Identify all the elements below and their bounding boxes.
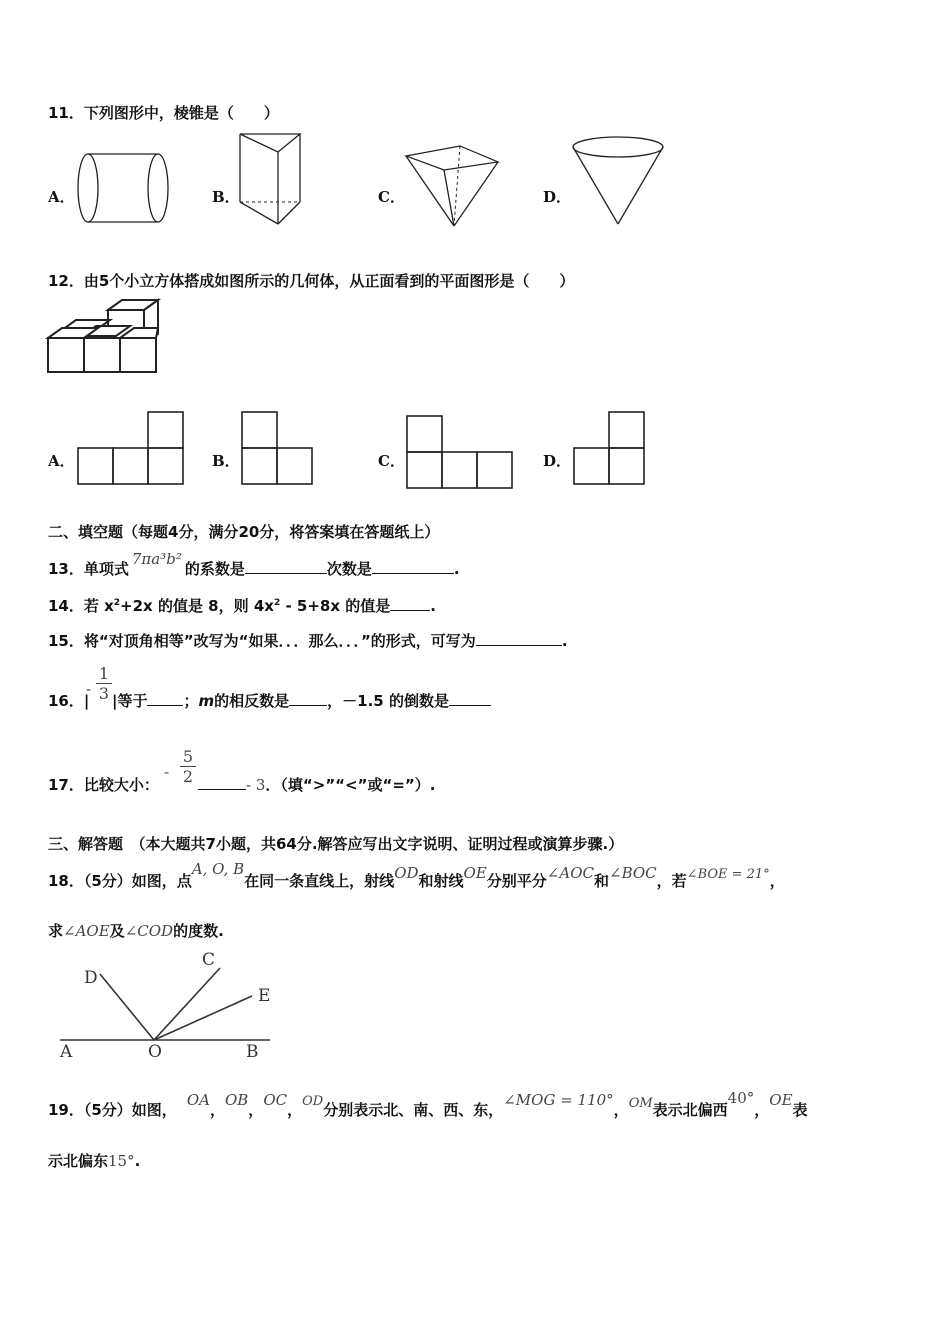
pyramid-icon (402, 142, 502, 232)
q16-blank-1[interactable] (147, 691, 183, 706)
q17-fraction (180, 747, 196, 786)
ray-oe (154, 996, 252, 1040)
q19-line-1 (48, 1089, 808, 1120)
q17-blank[interactable] (198, 775, 246, 790)
q11-option-d-label[interactable]: D． (543, 188, 572, 206)
q12-option-a-label[interactable]: A． (48, 452, 75, 470)
q18-label-b: B (246, 1042, 259, 1062)
q18-line2c: 的度数. (173, 922, 224, 940)
q12-option-c-label[interactable]: C． (378, 452, 405, 470)
q19-t1: 分别表示北、南、西、东， (323, 1101, 504, 1119)
q19-oa: OA (186, 1091, 210, 1109)
q18-prefix: 18．（5分）如图，点 (48, 872, 192, 890)
q19-om: OM (628, 1096, 653, 1111)
q16-mid: 的相反数是 (214, 692, 290, 710)
q18-label-d: D (84, 968, 98, 988)
q19-c5: ， (754, 1101, 770, 1119)
section3-title: 三、解答题 （本大题共7小题，共64分.解答应写出文字说明、证明过程或演算步骤.） (48, 835, 624, 853)
q18-line-2 (48, 920, 224, 941)
q18-t5: ，若 (656, 872, 687, 890)
q11-option-c-label[interactable]: C． (378, 188, 405, 206)
q16-m: m (198, 692, 215, 710)
q16-rest: |等于 ；m的相反数是 ，－1.5 的倒数是 (112, 690, 491, 711)
q13-blank-1[interactable] (245, 559, 327, 574)
q13-end: . (453, 560, 460, 578)
q17-rest (198, 774, 435, 795)
q14-prefix: 14．若 x (48, 597, 114, 615)
q19-line2: 示北偏东 (48, 1152, 109, 1170)
stacked-cubes-figure (46, 300, 166, 380)
q18-angle-aoc: ∠AOC (546, 864, 594, 882)
q11-option-a-label[interactable]: A． (48, 188, 75, 206)
q12-option-a-figure[interactable] (76, 410, 188, 488)
q16-prefix: 16．| (48, 692, 90, 710)
q17-minus: - (164, 763, 170, 781)
q18-label-e: E (258, 986, 271, 1006)
q18-line2b: 及 (109, 922, 125, 940)
ray-oc (154, 968, 220, 1040)
q18-label-a: A (60, 1042, 73, 1062)
q13-line (48, 550, 460, 579)
q12-text: 12．由5个小立方体搭成如图所示的几何体，从正面看到的平面图形是（ ） (48, 272, 575, 290)
q16-minus: - (86, 680, 92, 698)
q19-end: . (134, 1152, 141, 1170)
q14-line: 14．若 $x^2+2x$ 的值是 8，则 $4x^2 - 5+8x$ 的值是 . (48, 597, 436, 615)
q16-mid2: ，－1.5 的倒数是 (327, 692, 449, 710)
triangular-prism-icon (236, 130, 308, 230)
q18-line-1 (48, 860, 785, 891)
q11-text: 11．下列图形中，棱锥是（ ） (48, 104, 279, 122)
q19-c4: ， (613, 1101, 629, 1119)
q13-blank-2[interactable] (372, 559, 454, 574)
q19-deg15: 15° (108, 1152, 135, 1170)
q19-t3: 表 (792, 1101, 808, 1119)
q16-blank-2[interactable] (289, 691, 327, 706)
q17-numerator: 5 (182, 747, 194, 766)
q16-fraction (96, 664, 112, 703)
q16-blank-3[interactable] (449, 691, 491, 706)
q18-angle-aoe: ∠AOE (63, 922, 110, 940)
q13-prefix: 13．单项式 (48, 560, 129, 578)
q14-part1: +2x 的值是 8，则 4x (120, 597, 274, 615)
q13-expression: 7πa³b² (131, 550, 182, 568)
q11-option-b-label[interactable]: B． (212, 188, 240, 206)
q16-denominator: 3 (96, 683, 112, 703)
q17-tail: ．（填“>”“<”或“=”）. (265, 776, 436, 794)
q18-line2a: 求 (48, 922, 64, 940)
q19-c3: ， (287, 1101, 303, 1119)
q18-t1: 在同一条直线上，射线 (244, 872, 395, 890)
q13-mid: 的系数是 (184, 560, 245, 578)
q19-angle-mog: ∠MOG = 110° (503, 1091, 614, 1109)
q14-blank[interactable] (390, 596, 430, 611)
q16-after: |等于 (112, 692, 148, 710)
q18-label-o: O (148, 1042, 162, 1062)
q19-deg40: 40° (727, 1089, 755, 1107)
q12-option-b-label[interactable]: B． (212, 452, 240, 470)
q12-option-d-figure[interactable] (572, 410, 650, 488)
q17-rhs: - 3 (246, 776, 266, 794)
q19-line-2 (48, 1150, 140, 1171)
q15-blank[interactable] (476, 631, 562, 646)
q13-mid2: 次数是 (326, 560, 372, 578)
q14-part2: - 5+8x 的值是 (280, 597, 391, 615)
cone-icon (570, 134, 670, 229)
q19-c1: ， (209, 1101, 225, 1119)
q18-t4: 和 (593, 872, 609, 890)
cylinder-icon (70, 150, 175, 230)
q18-oe: OE (463, 864, 487, 882)
q18-points: A, O, B (191, 860, 245, 878)
q19-oc: OC (263, 1091, 288, 1109)
q18-t3: 分别平分 (486, 872, 547, 890)
q19-ob: OB (224, 1091, 249, 1109)
q15-line (48, 630, 568, 651)
q12-option-b-figure[interactable] (240, 410, 318, 488)
ray-od (100, 974, 154, 1040)
q18-t2: 和射线 (418, 872, 464, 890)
q14-end: . (430, 597, 436, 615)
q17-denominator: 2 (180, 766, 196, 786)
section2-title: 二、填空题（每题4分，满分20分，将答案填在答题纸上） (48, 523, 440, 541)
q19-od: OD (302, 1094, 324, 1109)
q15-text: 15．将“对顶角相等”改写为“如果．．．那么．．．”的形式，可写为 (48, 632, 476, 650)
q17-prefix: 17．比较大小： (48, 776, 159, 794)
q19-prefix: 19．（5分）如图， (48, 1101, 177, 1119)
q19-t2: 表示北偏西 (652, 1101, 728, 1119)
q18-angle-cod: ∠COD (124, 922, 174, 940)
q15-end: . (561, 632, 568, 650)
q12-option-d-label[interactable]: D． (543, 452, 572, 470)
q18-label-c: C (202, 950, 216, 970)
q19-oe: OE (769, 1091, 793, 1109)
q19-c2: ， (248, 1101, 264, 1119)
q18-angle-boc: ∠BOC (609, 864, 657, 882)
q12-option-c-figure[interactable] (405, 414, 517, 492)
q18-od: OD (394, 864, 419, 882)
q18-angle-boe: ∠BOE = 21° (686, 867, 770, 882)
q16-numerator: 1 (98, 664, 110, 683)
q18-t6: ， (769, 872, 785, 890)
